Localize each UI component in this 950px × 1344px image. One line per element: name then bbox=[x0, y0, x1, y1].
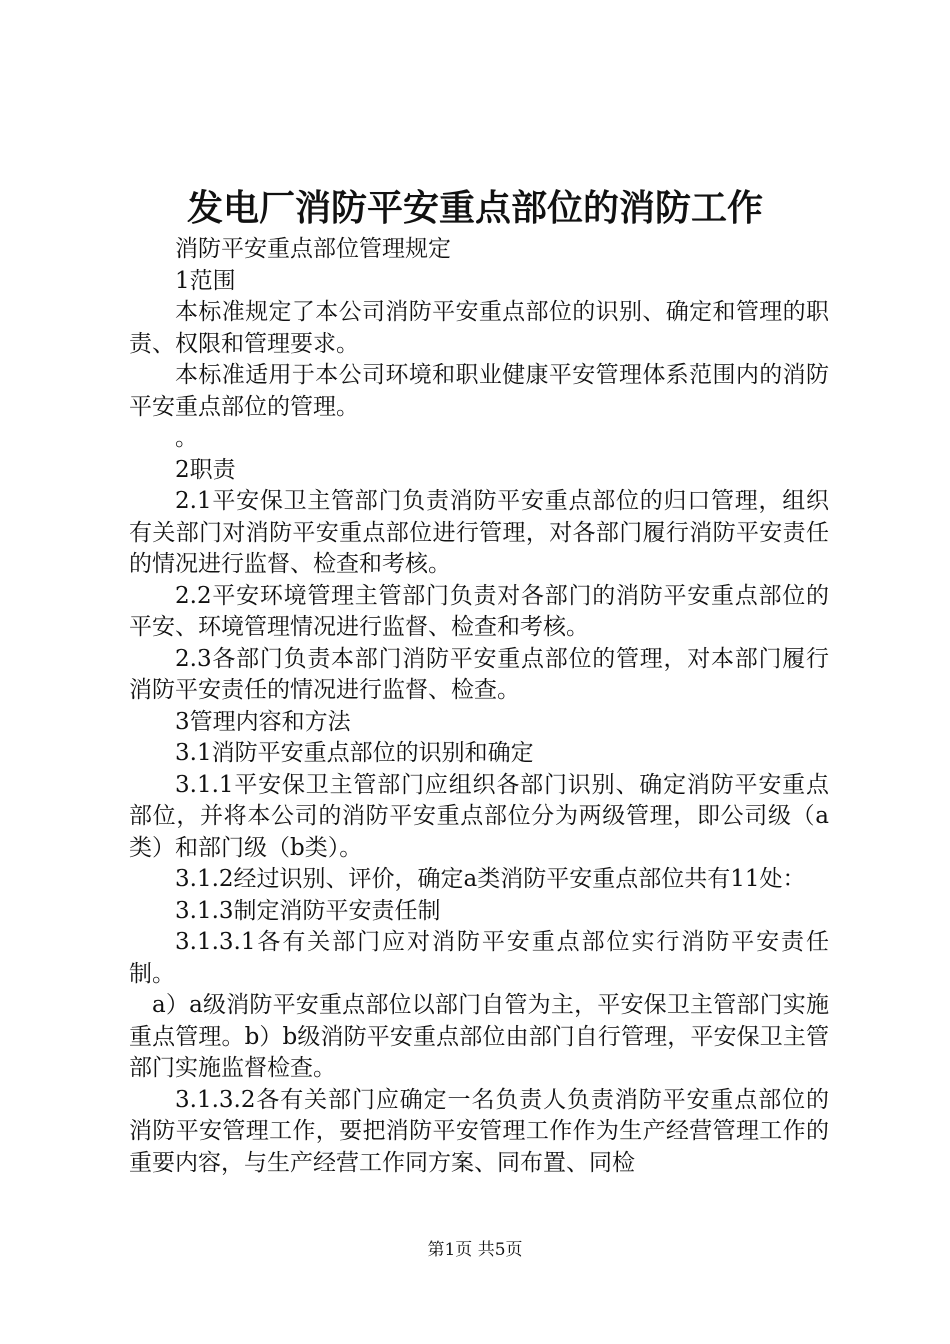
paragraph: 2.1平安保卫主管部门负责消防平安重点部位的归口管理，组织有关部门对消防平安重点部位进行管理，对各部门履行消防平安责任的情况进行监督、检查和考核。 bbox=[129, 488, 829, 577]
paragraph-heading-regulation: 消防平安重点部位管理规定 bbox=[175, 236, 451, 262]
paragraph: 2.2平安环境管理主管部门负责对各部门的消防平安重点部位的平安、环境管理情况进行监督、检查和考核。 bbox=[129, 582, 829, 640]
document-body bbox=[129, 234, 829, 1179]
paragraph: 本标准规定了本公司消防平安重点部位的识别、确定和管理的职责、权限和管理要求。 bbox=[129, 299, 829, 357]
paragraph: 3.1.3.2各有关部门应确定一名负责人负责消防平安重点部位的消防平安管理工作，要把消防平安管理工作作为生产经营管理工作的重要内容，与生产经营工作同方案、同布置、同检 bbox=[129, 1086, 829, 1176]
paragraph-period: 。 bbox=[175, 425, 198, 451]
paragraph: 3.1.1平安保卫主管部门应组织各部门识别、确定消防平安重点部位，并将本公司的消防平安重点部位分为两级管理，即公司级（a类）和部门级（b类）。 bbox=[129, 771, 829, 861]
section-heading-management: 3管理内容和方法 bbox=[175, 708, 351, 735]
paragraph: 3.1.3.1各有关部门应对消防平安重点部位实行消防平安责任制。 bbox=[129, 929, 829, 987]
subsection-heading: 3.1.3制定消防平安责任制 bbox=[175, 897, 441, 924]
subsection-heading: 3.1消防平安重点部位的识别和确定 bbox=[175, 740, 534, 766]
document-title: 发电厂消防平安重点部位的消防工作 bbox=[186, 187, 763, 229]
page-footer: 第1页 共5页 bbox=[427, 1240, 523, 1260]
paragraph-list-items: a）a级消防平安重点部位以部门自管为主，平安保卫主管部门实施重点管理。b）b级消防平安重点部位由部门自行管理，平安保卫主管部门实施监督检查。 bbox=[129, 992, 829, 1081]
section-heading-duties: 2职责 bbox=[175, 456, 236, 483]
paragraph: 3.1.2经过识别、评价，确定a类消防平安重点部位共有11处： bbox=[175, 866, 806, 892]
paragraph: 2.3各部门负责本部门消防平安重点部位的管理，对本部门履行消防平安责任的情况进行监督、检查。 bbox=[129, 645, 829, 703]
section-heading-scope: 1范围 bbox=[175, 267, 236, 294]
paragraph: 本标准适用于本公司环境和职业健康平安管理体系范围内的消防平安重点部位的管理。 bbox=[129, 362, 829, 420]
